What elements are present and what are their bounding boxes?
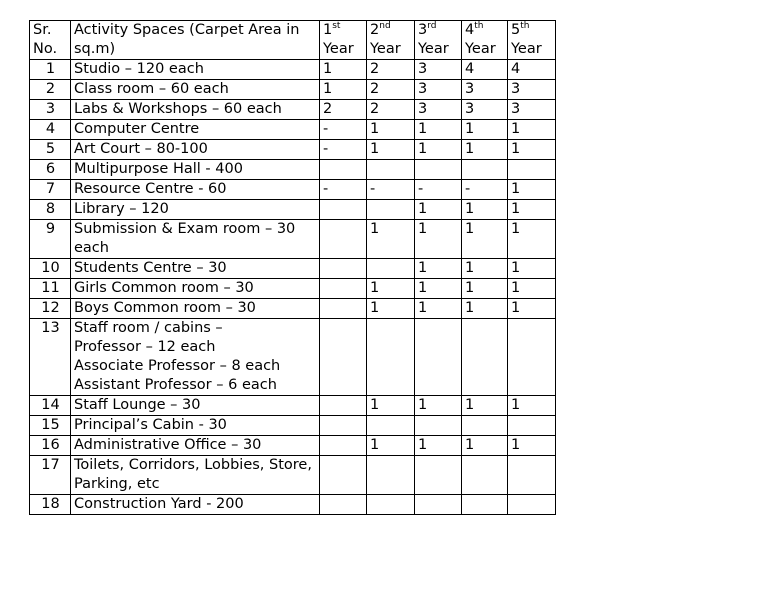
year-4-count: 1 [462, 220, 508, 259]
year-3-count: 3 [415, 100, 462, 120]
year-3-count [415, 160, 462, 180]
activity-space: Staff Lounge – 30 [71, 396, 320, 416]
table-row [30, 396, 556, 416]
table-row [30, 160, 556, 180]
year-5-count: 1 [508, 299, 556, 319]
header-year-3 [415, 21, 462, 60]
table-row [30, 436, 556, 456]
year-3-count: 1 [415, 299, 462, 319]
year-4-count: 3 [462, 100, 508, 120]
table-row [30, 299, 556, 319]
year-2-count: 2 [367, 100, 415, 120]
year-5-count: 1 [508, 200, 556, 220]
year-number: 2 [370, 22, 380, 38]
year-5-count: 3 [508, 100, 556, 120]
year-5-count [508, 416, 556, 436]
row-number: 11 [30, 279, 71, 299]
activity-space: Computer Centre [71, 120, 320, 140]
year-number: 5 [511, 22, 521, 38]
row-number: 15 [30, 416, 71, 436]
table-row [30, 80, 556, 100]
year-5-count: 1 [508, 140, 556, 160]
header-year-4 [462, 21, 508, 60]
year-4-count: 1 [462, 299, 508, 319]
year-4-count: - [462, 180, 508, 200]
year-number: 3 [418, 22, 428, 38]
header-sr-no: Sr. No. [30, 21, 71, 60]
year-2-count: 1 [367, 120, 415, 140]
year-4-count: 1 [462, 279, 508, 299]
activity-space: Students Centre – 30 [71, 259, 320, 279]
row-number: 18 [30, 495, 71, 515]
activity-space: Studio – 120 each [71, 60, 320, 80]
year-2-count: 2 [367, 60, 415, 80]
year-1-count [320, 160, 367, 180]
row-number: 13 [30, 319, 71, 396]
activity-space: Class room – 60 each [71, 80, 320, 100]
activity-space: Library – 120 [71, 200, 320, 220]
year-5-count: 1 [508, 120, 556, 140]
year-1-count [320, 319, 367, 396]
activity-space: Staff room / cabins – Professor – 12 each Associate Professor – 8 each Assistant Professor – 6 each [71, 319, 320, 396]
year-5-count: 3 [508, 80, 556, 100]
row-number: 16 [30, 436, 71, 456]
row-number: 2 [30, 80, 71, 100]
table-row [30, 495, 556, 515]
year-5-count [508, 160, 556, 180]
year-4-count: 1 [462, 436, 508, 456]
year-3-count [415, 319, 462, 396]
year-3-count [415, 456, 462, 495]
year-5-count [508, 495, 556, 515]
activity-space: Girls Common room – 30 [71, 279, 320, 299]
year-5-count: 1 [508, 220, 556, 259]
year-ordinal-suffix: rd [427, 21, 437, 32]
year-5-count [508, 319, 556, 396]
year-2-count [367, 416, 415, 436]
year-5-count: 1 [508, 436, 556, 456]
year-3-count: 1 [415, 220, 462, 259]
row-number: 7 [30, 180, 71, 200]
year-4-count: 3 [462, 80, 508, 100]
activity-space: Toilets, Corridors, Lobbies, Store, Parking, etc [71, 456, 320, 495]
year-1-count [320, 259, 367, 279]
year-5-count: 4 [508, 60, 556, 80]
year-ordinal-suffix: nd [379, 21, 391, 32]
year-4-count: 4 [462, 60, 508, 80]
year-3-count: 3 [415, 80, 462, 100]
year-4-count: 1 [462, 396, 508, 416]
activity-space: Art Court – 80-100 [71, 140, 320, 160]
year-3-count: 1 [415, 120, 462, 140]
row-number: 4 [30, 120, 71, 140]
year-number: 1 [323, 22, 333, 38]
year-2-count: 1 [367, 436, 415, 456]
year-word: Year [465, 41, 496, 57]
year-1-count: 1 [320, 60, 367, 80]
year-3-count: 1 [415, 200, 462, 220]
year-2-count: - [367, 180, 415, 200]
activity-space: Labs & Workshops – 60 each [71, 100, 320, 120]
year-1-count: 1 [320, 80, 367, 100]
row-number: 8 [30, 200, 71, 220]
year-2-count: 2 [367, 80, 415, 100]
year-number: 4 [465, 22, 475, 38]
header-row [30, 21, 556, 60]
year-3-count: 1 [415, 259, 462, 279]
row-number: 12 [30, 299, 71, 319]
year-1-count [320, 200, 367, 220]
header-year-1 [320, 21, 367, 60]
year-1-count: 2 [320, 100, 367, 120]
year-1-count: - [320, 180, 367, 200]
year-1-count [320, 220, 367, 259]
row-number: 6 [30, 160, 71, 180]
table-row [30, 259, 556, 279]
year-2-count: 1 [367, 299, 415, 319]
activity-space: Multipurpose Hall - 400 [71, 160, 320, 180]
year-2-count [367, 456, 415, 495]
row-number: 5 [30, 140, 71, 160]
table-row [30, 180, 556, 200]
year-2-count: 1 [367, 140, 415, 160]
table-row [30, 319, 556, 396]
year-1-count [320, 279, 367, 299]
year-3-count: 1 [415, 279, 462, 299]
year-5-count: 1 [508, 396, 556, 416]
year-1-count: - [320, 140, 367, 160]
activity-space: Boys Common room – 30 [71, 299, 320, 319]
year-2-count: 1 [367, 220, 415, 259]
year-3-count: 1 [415, 140, 462, 160]
year-4-count: 1 [462, 140, 508, 160]
activity-spaces-table [29, 20, 556, 515]
activity-space: Submission & Exam room – 30 each [71, 220, 320, 259]
table-row [30, 456, 556, 495]
year-2-count [367, 259, 415, 279]
year-4-count: 1 [462, 259, 508, 279]
row-number: 10 [30, 259, 71, 279]
year-3-count: - [415, 180, 462, 200]
header-activity: Activity Spaces (Carpet Area in sq.m) [71, 21, 320, 60]
year-1-count: - [320, 120, 367, 140]
table-row [30, 200, 556, 220]
year-4-count [462, 416, 508, 436]
year-4-count [462, 495, 508, 515]
year-5-count [508, 456, 556, 495]
year-2-count: 1 [367, 279, 415, 299]
activity-space: Resource Centre - 60 [71, 180, 320, 200]
table-row [30, 140, 556, 160]
activity-space: Construction Yard - 200 [71, 495, 320, 515]
row-number: 17 [30, 456, 71, 495]
year-ordinal-suffix: th [474, 21, 484, 32]
year-word: Year [323, 41, 354, 57]
year-ordinal-suffix: st [332, 21, 341, 32]
year-4-count [462, 160, 508, 180]
year-2-count [367, 495, 415, 515]
year-4-count [462, 319, 508, 396]
year-5-count: 1 [508, 180, 556, 200]
year-2-count [367, 319, 415, 396]
year-1-count [320, 495, 367, 515]
year-4-count: 1 [462, 200, 508, 220]
table-row [30, 60, 556, 80]
header-year-2 [367, 21, 415, 60]
table-row [30, 416, 556, 436]
year-word: Year [511, 41, 542, 57]
row-number: 1 [30, 60, 71, 80]
table-row [30, 120, 556, 140]
year-4-count: 1 [462, 120, 508, 140]
year-2-count: 1 [367, 396, 415, 416]
row-number: 14 [30, 396, 71, 416]
year-word: Year [418, 41, 449, 57]
year-1-count [320, 456, 367, 495]
year-5-count: 1 [508, 259, 556, 279]
year-3-count: 1 [415, 436, 462, 456]
year-1-count [320, 436, 367, 456]
year-1-count [320, 396, 367, 416]
year-3-count [415, 416, 462, 436]
row-number: 9 [30, 220, 71, 259]
year-2-count [367, 160, 415, 180]
year-3-count: 3 [415, 60, 462, 80]
year-3-count: 1 [415, 396, 462, 416]
table-row [30, 100, 556, 120]
table-row [30, 279, 556, 299]
header-year-5 [508, 21, 556, 60]
year-word: Year [370, 41, 401, 57]
activity-space: Principal’s Cabin - 30 [71, 416, 320, 436]
year-4-count [462, 456, 508, 495]
year-5-count: 1 [508, 279, 556, 299]
year-2-count [367, 200, 415, 220]
year-ordinal-suffix: th [520, 21, 530, 32]
year-3-count [415, 495, 462, 515]
row-number: 3 [30, 100, 71, 120]
activity-space: Administrative Office – 30 [71, 436, 320, 456]
year-1-count [320, 416, 367, 436]
table-row [30, 220, 556, 259]
year-1-count [320, 299, 367, 319]
